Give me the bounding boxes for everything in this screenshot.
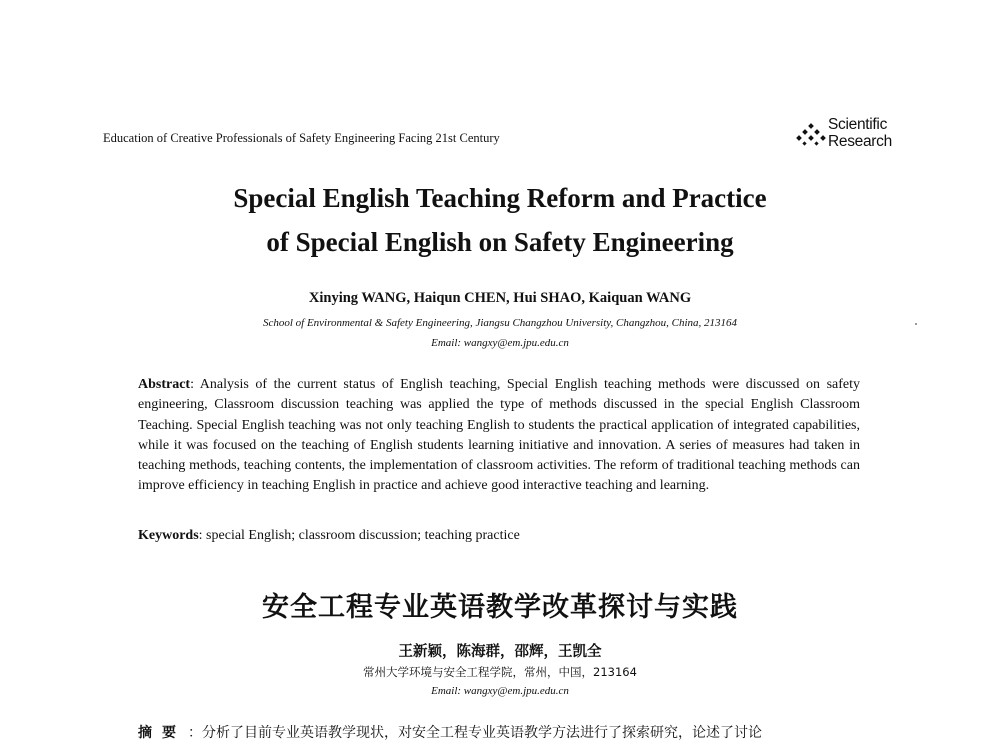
publisher-logo [796, 117, 896, 153]
author-list: Xinying WANG, Haiqun CHEN, Hui SHAO, Kaiquan WANG [308, 290, 692, 306]
chinese-abstract-text: ：分析了目前专业英语教学现状，对安全工程专业英语教学方法进行了探索研究，论述了讨论 [188, 725, 762, 741]
affiliation: School of Environmental & Safety Engineering, Jiangsu Changzhou University, Changzhou, China, 213164 [262, 317, 738, 329]
keywords-label: Keywords [138, 528, 199, 543]
author-email: Email: wangxy@em.jpu.edu.cn [431, 337, 569, 349]
abstract-label: Abstract [138, 377, 191, 392]
chinese-abstract-label: 摘要 [138, 725, 186, 741]
chinese-author-email: Email: wangxy@em.jpu.edu.cn [431, 685, 569, 697]
paper-title-line1: Special English Teaching Reform and Practice [233, 183, 767, 213]
chinese-abstract-line [138, 722, 898, 742]
diamond-dots-icon [796, 123, 826, 147]
paper-title-line2: of Special English on Safety Engineering [266, 227, 734, 257]
logo-text-scientific: Scientific [828, 116, 888, 133]
keywords-text: : special English; classroom discussion; teaching practice [198, 528, 520, 543]
chinese-author-list: 王新颖，陈海群，邵辉，王凯全 [398, 644, 602, 660]
chinese-affiliation: 常州大学环境与安全工程学院，常州，中国，213164 [363, 665, 637, 679]
abstract-paragraph [138, 375, 860, 497]
keywords-line [138, 528, 520, 544]
logo-text-research: Research [828, 133, 892, 150]
chinese-title: 安全工程专业英语教学改革探讨与实践 [262, 592, 738, 623]
journal-header: Education of Creative Professionals of Safety Engineering Facing 21st Century [103, 131, 500, 145]
scan-speck [915, 323, 917, 325]
abstract-text: : Analysis of the current status of English teaching, Special English teaching methods were discussed on safety engineering, Classroom discussion teaching was applied the type of methods discussed in the special English Classroom Teaching. Special English teaching was not only teaching English to students the practical application of integrated capabilities, while it was focused on the teaching of English students learning initiative and innovation. A series of measures had taken in teaching methods, teaching contents, the implementation of classroom activities. The reform of traditional teaching methods can improve efficiency in teaching English in practice and achieve good interactive teaching and learning. [138, 377, 860, 494]
